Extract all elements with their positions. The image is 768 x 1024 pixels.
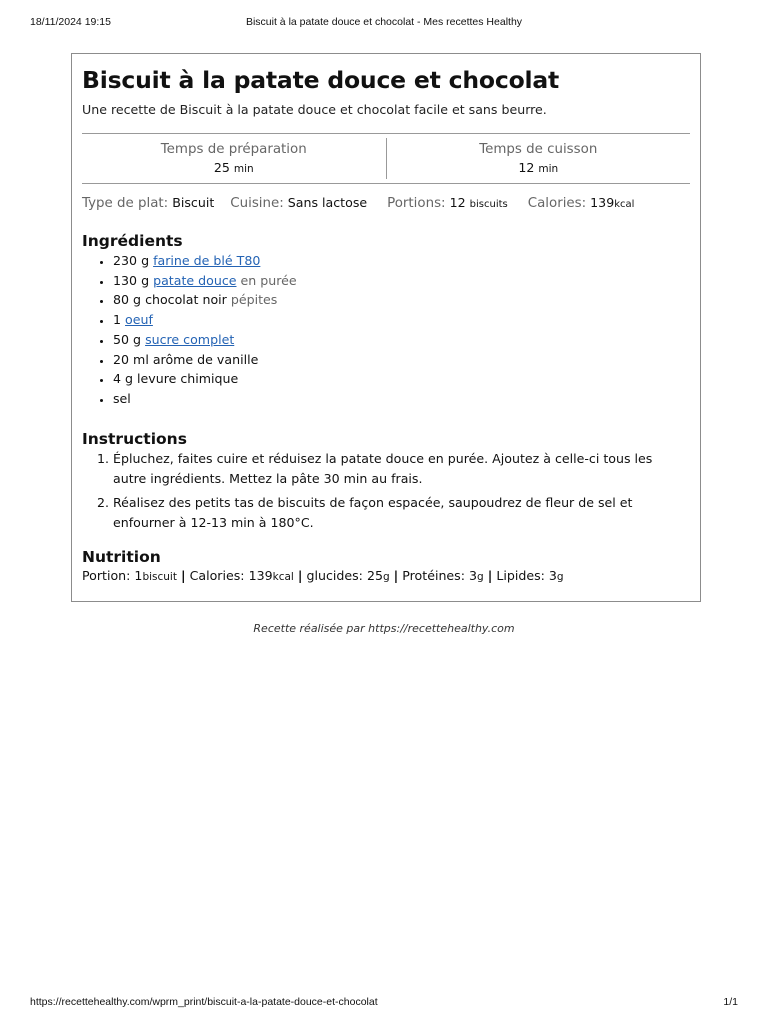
ingredient-amount: 20 [113,351,130,367]
ingredient-item [113,330,690,350]
nutrition-separator: | [180,567,186,583]
course-label: Type de plat: [82,196,169,211]
ingredient-name: levure chimique [137,371,239,387]
recipe-card [71,53,701,602]
ingredient-amount: 80 [113,292,130,308]
print-url: https://recettehealthy.com/wprm_print/biscuit-a-la-patate-douce-et-chocolat [30,996,378,1008]
prep-time-number: 25 [213,160,230,175]
print-datetime: 18/11/2024 19:15 [30,16,111,28]
servings-unit: biscuits [469,199,508,210]
nutrition-separator: | [487,567,493,583]
ingredient-name: chocolat noir [145,292,227,308]
recipe-title: Biscuit à la patate douce et chocolat [82,66,560,94]
ingredient-amount: 50 [113,331,130,347]
ingredient-note: pépites [230,292,278,308]
recipe-credit: Recette réalisée par https://recettehealthy.com [253,622,515,635]
cuisine-label: Cuisine: [230,196,284,211]
ingredient-link[interactable]: farine de blé T80 [153,253,261,268]
calories-label: Calories: [527,196,587,211]
nutrition-carbs-value: 25 [366,567,383,583]
ingredient-item [113,389,690,409]
instructions-heading: Instructions [82,429,187,448]
nutrition-carbs-unit: g [382,570,390,583]
ingredient-amount: 4 [113,371,122,387]
ingredient-name: arôme de vanille [152,351,259,367]
print-page-number: 1/1 [723,996,738,1008]
ingredient-item [113,369,690,389]
nutrition-serving-label: Portion: [82,567,131,583]
ingredient-name: sel [113,390,131,406]
ingredient-unit: g [133,292,142,308]
ingredient-unit: g [141,253,150,268]
cook-time [386,138,691,179]
recipe-times [82,133,690,184]
ingredient-amount: 130 [113,272,138,288]
nutrition-protein-label: Protéines: [402,567,465,583]
recipe-summary: Une recette de Biscuit à la patate douce et chocolat facile et sans beurre. [82,102,547,117]
prep-time-label: Temps de préparation [160,142,307,157]
calories-value: 139 [590,195,615,210]
ingredients-list [82,251,690,409]
prep-time-unit: min [233,163,254,175]
ingredient-unit: g [133,331,142,347]
print-doc-title: Biscuit à la patate douce et chocolat - Mes recettes Healthy [245,16,523,28]
servings-value: 12 [449,195,466,210]
ingredient-item [113,251,690,271]
ingredient-item [113,310,690,330]
prep-time-value [82,160,386,175]
cook-time-label: Temps de cuisson [479,142,598,157]
nutrition-calories-unit: kcal [272,570,294,583]
ingredient-unit: g [141,272,150,288]
nutrition-calories-value: 139 [248,567,273,583]
nutrition-fat-unit: g [556,570,564,583]
ingredient-item [113,290,690,310]
ingredient-item [113,350,690,370]
ingredient-amount: 1 [113,312,122,328]
ingredient-note: en purée [240,272,297,288]
ingredient-link[interactable]: patate douce [153,272,237,288]
nutrition-line [82,567,690,586]
prep-time [82,134,386,183]
nutrition-serving-unit: biscuit [142,570,177,583]
ingredient-unit: ml [133,351,149,367]
ingredient-unit: g [125,371,134,387]
nutrition-heading: Nutrition [82,547,161,566]
cook-time-value [387,160,691,175]
nutrition-serving-value: 1 [134,567,143,583]
ingredient-item [113,271,690,291]
instructions-list [82,449,690,534]
ingredients-heading: Ingrédients [82,232,183,250]
course-value: Biscuit [172,195,215,210]
cuisine-value: Sans lactose [287,195,368,210]
nutrition-fat-label: Lipides: [496,567,545,583]
nutrition-carbs-label: glucides: [306,567,363,583]
instruction-step: 1. Épluchez, faites cuire et réduisez la patate douce en purée. Ajoutez à celle-ci tous les autre ingrédients. Mettez la pâte 30 min au frais. [113,449,690,490]
calories-unit: kcal [614,199,635,210]
cook-time-number: 12 [518,160,535,175]
nutrition-fat-value: 3 [548,567,557,583]
ingredient-link[interactable]: oeuf [125,312,153,328]
print-header [30,16,738,30]
nutrition-calories-label: Calories: [189,567,245,583]
nutrition-protein-value: 3 [469,567,478,583]
ingredient-amount: 230 [113,253,138,268]
recipe-meta [82,195,690,211]
ingredient-link[interactable]: sucre complet [145,331,235,347]
nutrition-protein-unit: g [477,570,484,583]
instruction-step: 2. Réalisez des petits tas de biscuits de façon espacée, saupoudrez de fleur de sel et enfourner à 12-13 min à 180°C. [113,493,690,534]
print-footer [30,996,738,1010]
nutrition-separator: | [393,567,399,583]
cook-time-unit: min [538,163,559,175]
nutrition-separator: | [297,567,303,583]
servings-label: Portions: [387,196,446,211]
